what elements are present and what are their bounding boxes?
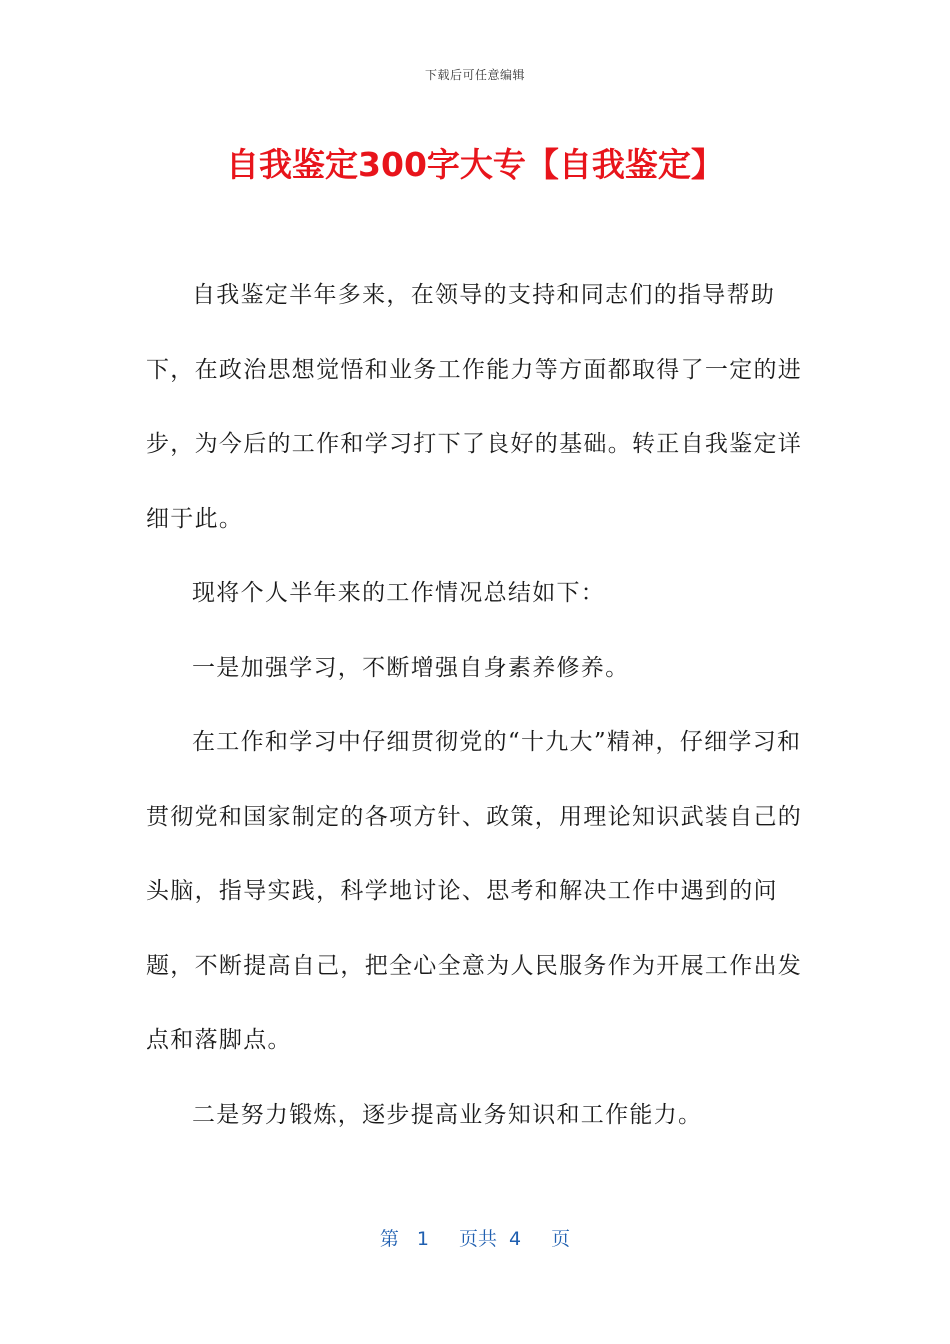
page-footer	[0, 1224, 950, 1254]
document-title: 自我鉴定300字大专【自我鉴定】	[226, 145, 724, 184]
footer-total-pages: 4	[509, 1228, 522, 1250]
paragraph: 在工作和学习中仔细贯彻党的“十九大”精神，仔细学习和贯彻党和国家制定的各项方针、政策，用理论知识武装自己的头脑，指导实践，科学地讨论、思考和解决工作中遇到的问题，不断提高自己，把全心全意为人民服务作为开展工作出发点和落脚点。	[146, 729, 803, 1053]
paragraph: 二是努力锻炼，逐步提高业务知识和工作能力。	[192, 1101, 703, 1128]
footer-total-label: 页共	[458, 1228, 497, 1250]
paragraph: 自我鉴定半年多来，在领导的支持和同志们的指导帮助下，在政治思想觉悟和业务工作能力等方面都取得了一定的进步，为今后的工作和学习打下了良好的基础。转正自我鉴定详细于此。	[146, 282, 803, 532]
header-note: 下载后可任意编辑	[424, 68, 525, 82]
footer-end-label: 页	[551, 1228, 571, 1250]
document-body	[146, 258, 806, 1152]
paragraph: 现将个人半年来的工作情况总结如下：	[192, 580, 606, 606]
footer-current-page: 1	[416, 1228, 429, 1250]
paragraph: 一是加强学习，不断增强自身素养修养。	[192, 654, 630, 681]
footer-page-label: 第	[379, 1228, 399, 1250]
